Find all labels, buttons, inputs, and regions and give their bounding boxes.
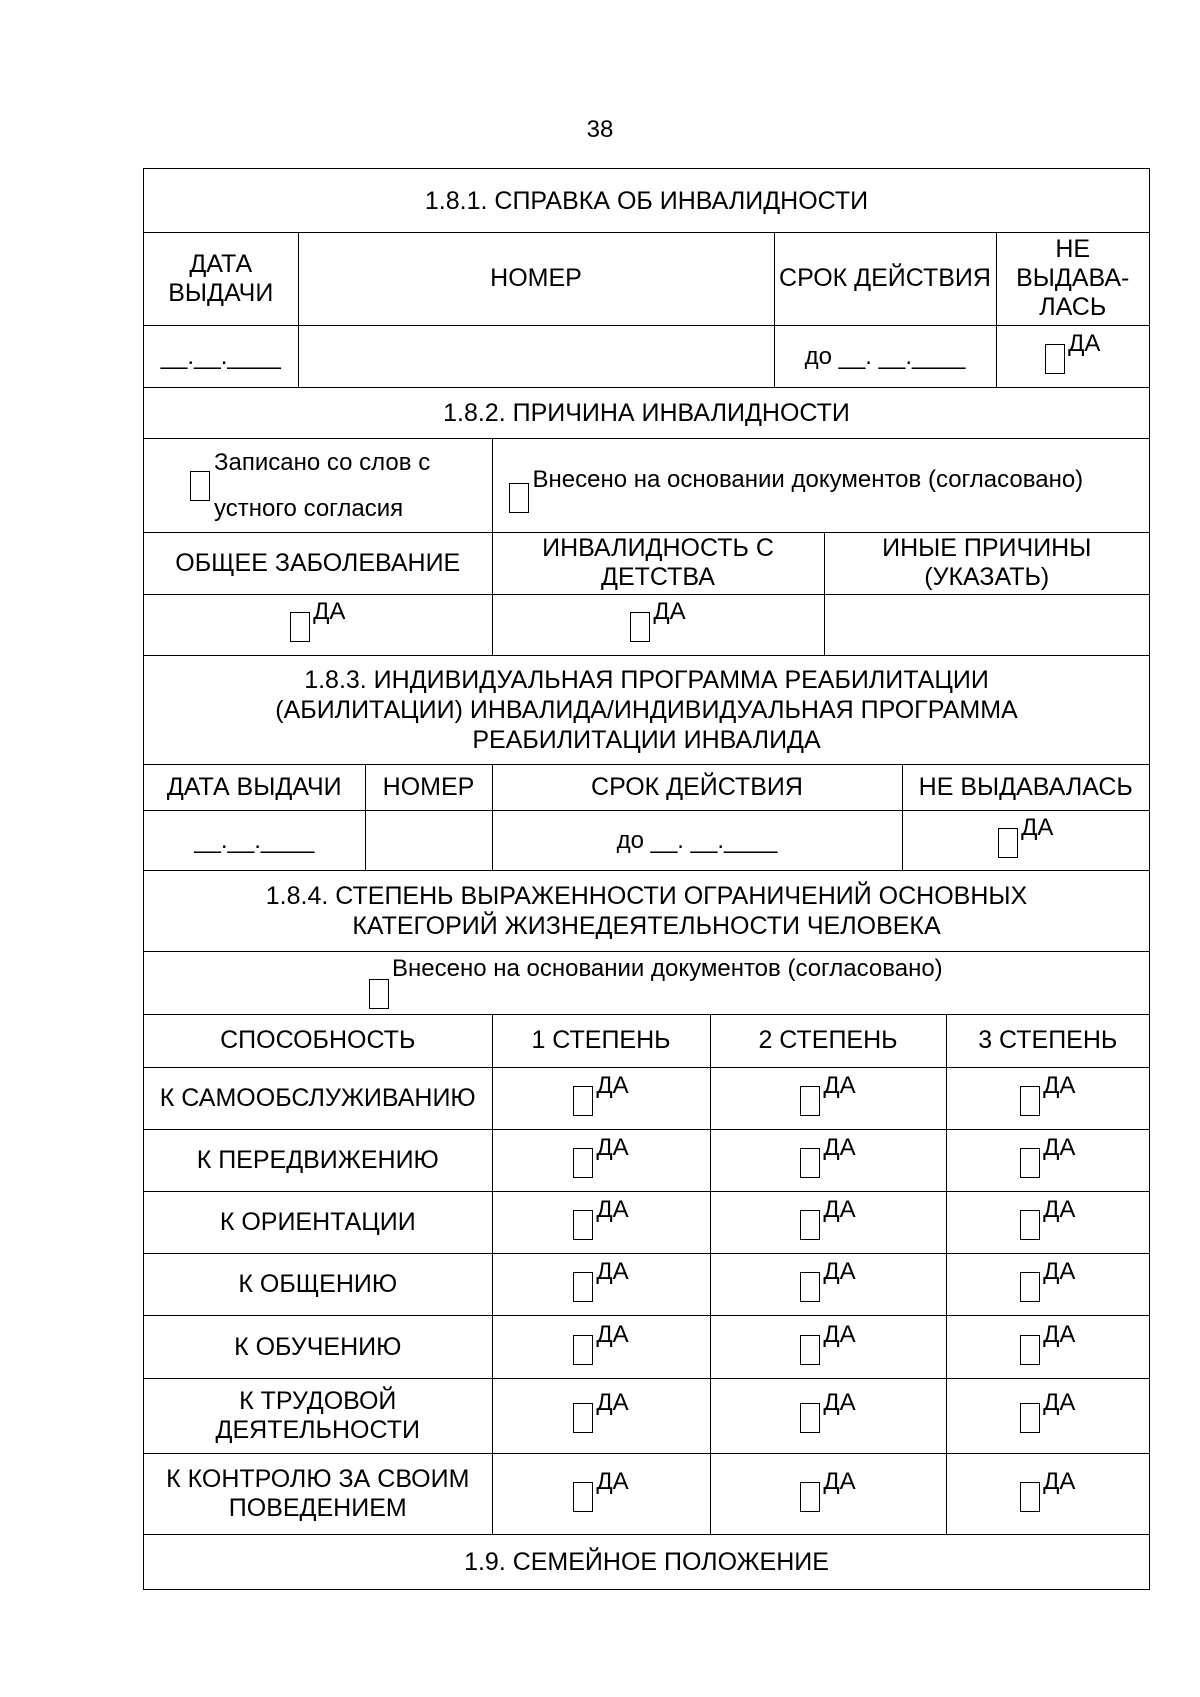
yes-label: ДА (823, 1258, 856, 1286)
recorded-verbally-checkbox[interactable] (190, 471, 210, 501)
yes-label: ДА (596, 1389, 629, 1417)
degree-3-checkbox[interactable] (1020, 1210, 1040, 1240)
yes-label: ДА (823, 1133, 856, 1161)
degree-1-cell (492, 1316, 710, 1378)
yes-label: ДА (823, 1467, 856, 1495)
degree-1-checkbox[interactable] (573, 1210, 593, 1240)
section-181-title: 1.8.1. СПРАВКА ОБ ИНВАЛИДНОСТИ (424, 186, 869, 215)
degree-1-cell (492, 1192, 710, 1254)
section-184-source (143, 951, 1150, 1014)
degree-2-checkbox[interactable] (800, 1272, 820, 1302)
not-issued-checkbox[interactable] (1045, 344, 1065, 374)
degree-2-cell (710, 1129, 946, 1191)
recorded-verbally-cell (144, 439, 492, 532)
degree-3-checkbox[interactable] (1020, 1482, 1040, 1512)
table-row (144, 1378, 1149, 1453)
table-row (144, 1316, 1149, 1378)
col-not-issued: НЕ ВЫДАВА-ЛАСЬ (996, 233, 1149, 325)
yes-label: ДА (1068, 329, 1101, 357)
degree-3-cell (946, 1254, 1149, 1316)
table-row (144, 1192, 1149, 1254)
limitations-table (143, 1014, 1150, 1590)
degree-2-cell (710, 1254, 946, 1316)
yes-label: ДА (1043, 1133, 1076, 1161)
documents-row (144, 952, 1149, 1014)
number-field[interactable] (365, 810, 492, 870)
degree-3-checkbox[interactable] (1020, 1335, 1040, 1365)
col-number: НОМЕР (365, 765, 492, 810)
ability-label: К ТРУДОВОЙ ДЕЯТЕЛЬНОСТИ (144, 1378, 492, 1453)
page-number: 38 (586, 116, 614, 143)
col-validity: СРОК ДЕЙСТВИЯ (492, 765, 902, 810)
degree-2-cell (710, 1067, 946, 1129)
col-degree-3: 3 СТЕПЕНЬ (946, 1015, 1149, 1067)
col-general-disease: ОБЩЕЕ ЗАБОЛЕВАНИЕ (144, 533, 492, 594)
section-182-title: 1.8.2. ПРИЧИНА ИНВАЛИДНОСТИ (443, 399, 850, 427)
yes-label: ДА (596, 1196, 629, 1224)
yes-label: ДА (596, 1071, 629, 1099)
section-183-title: 1.8.3. ИНДИВИДУАЛЬНАЯ ПРОГРАММА РЕАБИЛИТАЦИИ (АБИЛИТАЦИИ) ИНВАЛИДА/ИНДИВИДУАЛЬНАЯ ПРОГРАММА РЕАБИЛИТАЦИИ ИНВАЛИДА (275, 666, 1018, 754)
section-181-header (143, 168, 1150, 232)
documents-label: Внесено на основании документов (согласовано) (532, 465, 1084, 493)
col-other-reasons: ИНЫЕ ПРИЧИНЫ (УКАЗАТЬ) (824, 533, 1149, 594)
degree-1-cell (492, 1254, 710, 1316)
not-issued-cell (902, 810, 1149, 870)
yes-label: ДА (1043, 1467, 1076, 1495)
degree-1-checkbox[interactable] (573, 1148, 593, 1178)
degree-3-cell (946, 1316, 1149, 1378)
degree-3-checkbox[interactable] (1020, 1403, 1040, 1433)
yes-label: ДА (1043, 1071, 1076, 1099)
number-field[interactable] (298, 325, 774, 387)
ability-label: К ОРИЕНТАЦИИ (144, 1192, 492, 1254)
other-reasons-field[interactable] (824, 594, 1149, 655)
degree-2-checkbox[interactable] (800, 1482, 820, 1512)
degree-1-checkbox[interactable] (573, 1335, 593, 1365)
not-issued-cell (996, 325, 1149, 387)
ability-label: К ПЕРЕДВИЖЕНИЮ (144, 1129, 492, 1191)
degree-1-checkbox[interactable] (573, 1086, 593, 1116)
degree-2-checkbox[interactable] (800, 1210, 820, 1240)
col-degree-1: 1 СТЕПЕНЬ (492, 1015, 710, 1067)
degree-2-checkbox[interactable] (800, 1148, 820, 1178)
degree-1-checkbox[interactable] (573, 1482, 593, 1512)
childhood-disability-cell (492, 594, 824, 655)
not-issued-checkbox[interactable] (998, 828, 1018, 858)
degree-3-cell (946, 1453, 1149, 1534)
documents-checkbox[interactable] (509, 483, 529, 513)
degree-3-cell (946, 1067, 1149, 1129)
yes-label: ДА (1021, 813, 1054, 841)
disability-reason-table (143, 532, 1150, 655)
degree-1-checkbox[interactable] (573, 1272, 593, 1302)
ability-label: К ОБУЧЕНИЮ (144, 1316, 492, 1378)
ability-label: К САМООБСЛУЖИВАНИЮ (144, 1067, 492, 1129)
col-ability: СПОСОБНОСТЬ (144, 1015, 492, 1067)
degree-3-checkbox[interactable] (1020, 1148, 1040, 1178)
table-row (144, 1453, 1149, 1534)
section-183-header (143, 655, 1150, 764)
degree-1-cell (492, 1453, 710, 1534)
yes-label: ДА (1043, 1389, 1076, 1417)
degree-2-checkbox[interactable] (800, 1086, 820, 1116)
general-disease-cell (144, 594, 492, 655)
degree-2-checkbox[interactable] (800, 1335, 820, 1365)
issue-date-field[interactable]: __.__.____ (144, 810, 365, 870)
documents-cell (492, 439, 1149, 532)
degree-2-checkbox[interactable] (800, 1403, 820, 1433)
col-number: НОМЕР (298, 233, 774, 325)
table-row (144, 1254, 1149, 1316)
table-row (144, 1067, 1149, 1129)
degree-3-checkbox[interactable] (1020, 1086, 1040, 1116)
documents-label: Внесено на основании документов (согласовано) (392, 955, 943, 982)
validity-field[interactable]: до __. __.____ (492, 810, 902, 870)
validity-field[interactable]: до __. __.____ (774, 325, 996, 387)
col-validity: СРОК ДЕЙСТВИЯ (774, 233, 996, 325)
degree-2-cell (710, 1378, 946, 1453)
section-184-title: 1.8.4. СТЕПЕНЬ ВЫРАЖЕННОСТИ ОГРАНИЧЕНИЙ ОСНОВНЫХ КАТЕГОРИЙ ЖИЗНЕДЕЯТЕЛЬНОСТИ ЧЕЛОВЕКА (265, 882, 1028, 940)
documents-checkbox[interactable] (369, 979, 389, 1009)
section-19-title: 1.9. СЕМЕЙНОЕ ПОЛОЖЕНИЕ (144, 1535, 1149, 1589)
section-184-header (143, 870, 1150, 951)
yes-label: ДА (313, 598, 346, 626)
ability-label: К ОБЩЕНИЮ (144, 1254, 492, 1316)
yes-label: ДА (596, 1258, 629, 1286)
degree-1-checkbox[interactable] (573, 1403, 593, 1433)
recorded-verbally-label-1: Записано со слов с (214, 448, 431, 476)
degree-1-cell (492, 1378, 710, 1453)
general-disease-checkbox[interactable] (290, 612, 310, 642)
table-row (144, 1129, 1149, 1191)
disability-reason-source (143, 438, 1150, 532)
yes-label: ДА (653, 598, 686, 626)
rehabilitation-program-table (143, 764, 1150, 870)
degree-3-cell (946, 1378, 1149, 1453)
section-182-header (143, 387, 1150, 438)
degree-1-cell (492, 1067, 710, 1129)
yes-label: ДА (596, 1320, 629, 1348)
yes-label: ДА (596, 1467, 629, 1495)
col-childhood-disability: ИНВАЛИДНОСТЬ С ДЕТСТВА (492, 533, 824, 594)
degree-3-cell (946, 1192, 1149, 1254)
yes-label: ДА (823, 1320, 856, 1348)
degree-3-checkbox[interactable] (1020, 1272, 1040, 1302)
degree-2-cell (710, 1316, 946, 1378)
col-issue-date: ДАТА ВЫДАЧИ (144, 765, 365, 810)
issue-date-field[interactable]: __.__.____ (144, 325, 298, 387)
childhood-disability-checkbox[interactable] (630, 612, 650, 642)
degree-1-cell (492, 1129, 710, 1191)
yes-label: ДА (823, 1389, 856, 1417)
degree-3-cell (946, 1129, 1149, 1191)
yes-label: ДА (1043, 1258, 1076, 1286)
col-issue-date: ДАТА ВЫДАЧИ (144, 233, 298, 325)
yes-label: ДА (596, 1133, 629, 1161)
degree-2-cell (710, 1192, 946, 1254)
yes-label: ДА (1043, 1196, 1076, 1224)
disability-certificate-table (143, 232, 1150, 387)
degree-2-cell (710, 1453, 946, 1534)
yes-label: ДА (1043, 1320, 1076, 1348)
col-not-issued: НЕ ВЫДАВАЛАСЬ (902, 765, 1149, 810)
recorded-verbally-label-2: устного согласия (214, 494, 404, 522)
yes-label: ДА (823, 1196, 856, 1224)
ability-label: К КОНТРОЛЮ ЗА СВОИМ ПОВЕДЕНИЕМ (144, 1453, 492, 1534)
col-degree-2: 2 СТЕПЕНЬ (710, 1015, 946, 1067)
yes-label: ДА (823, 1071, 856, 1099)
